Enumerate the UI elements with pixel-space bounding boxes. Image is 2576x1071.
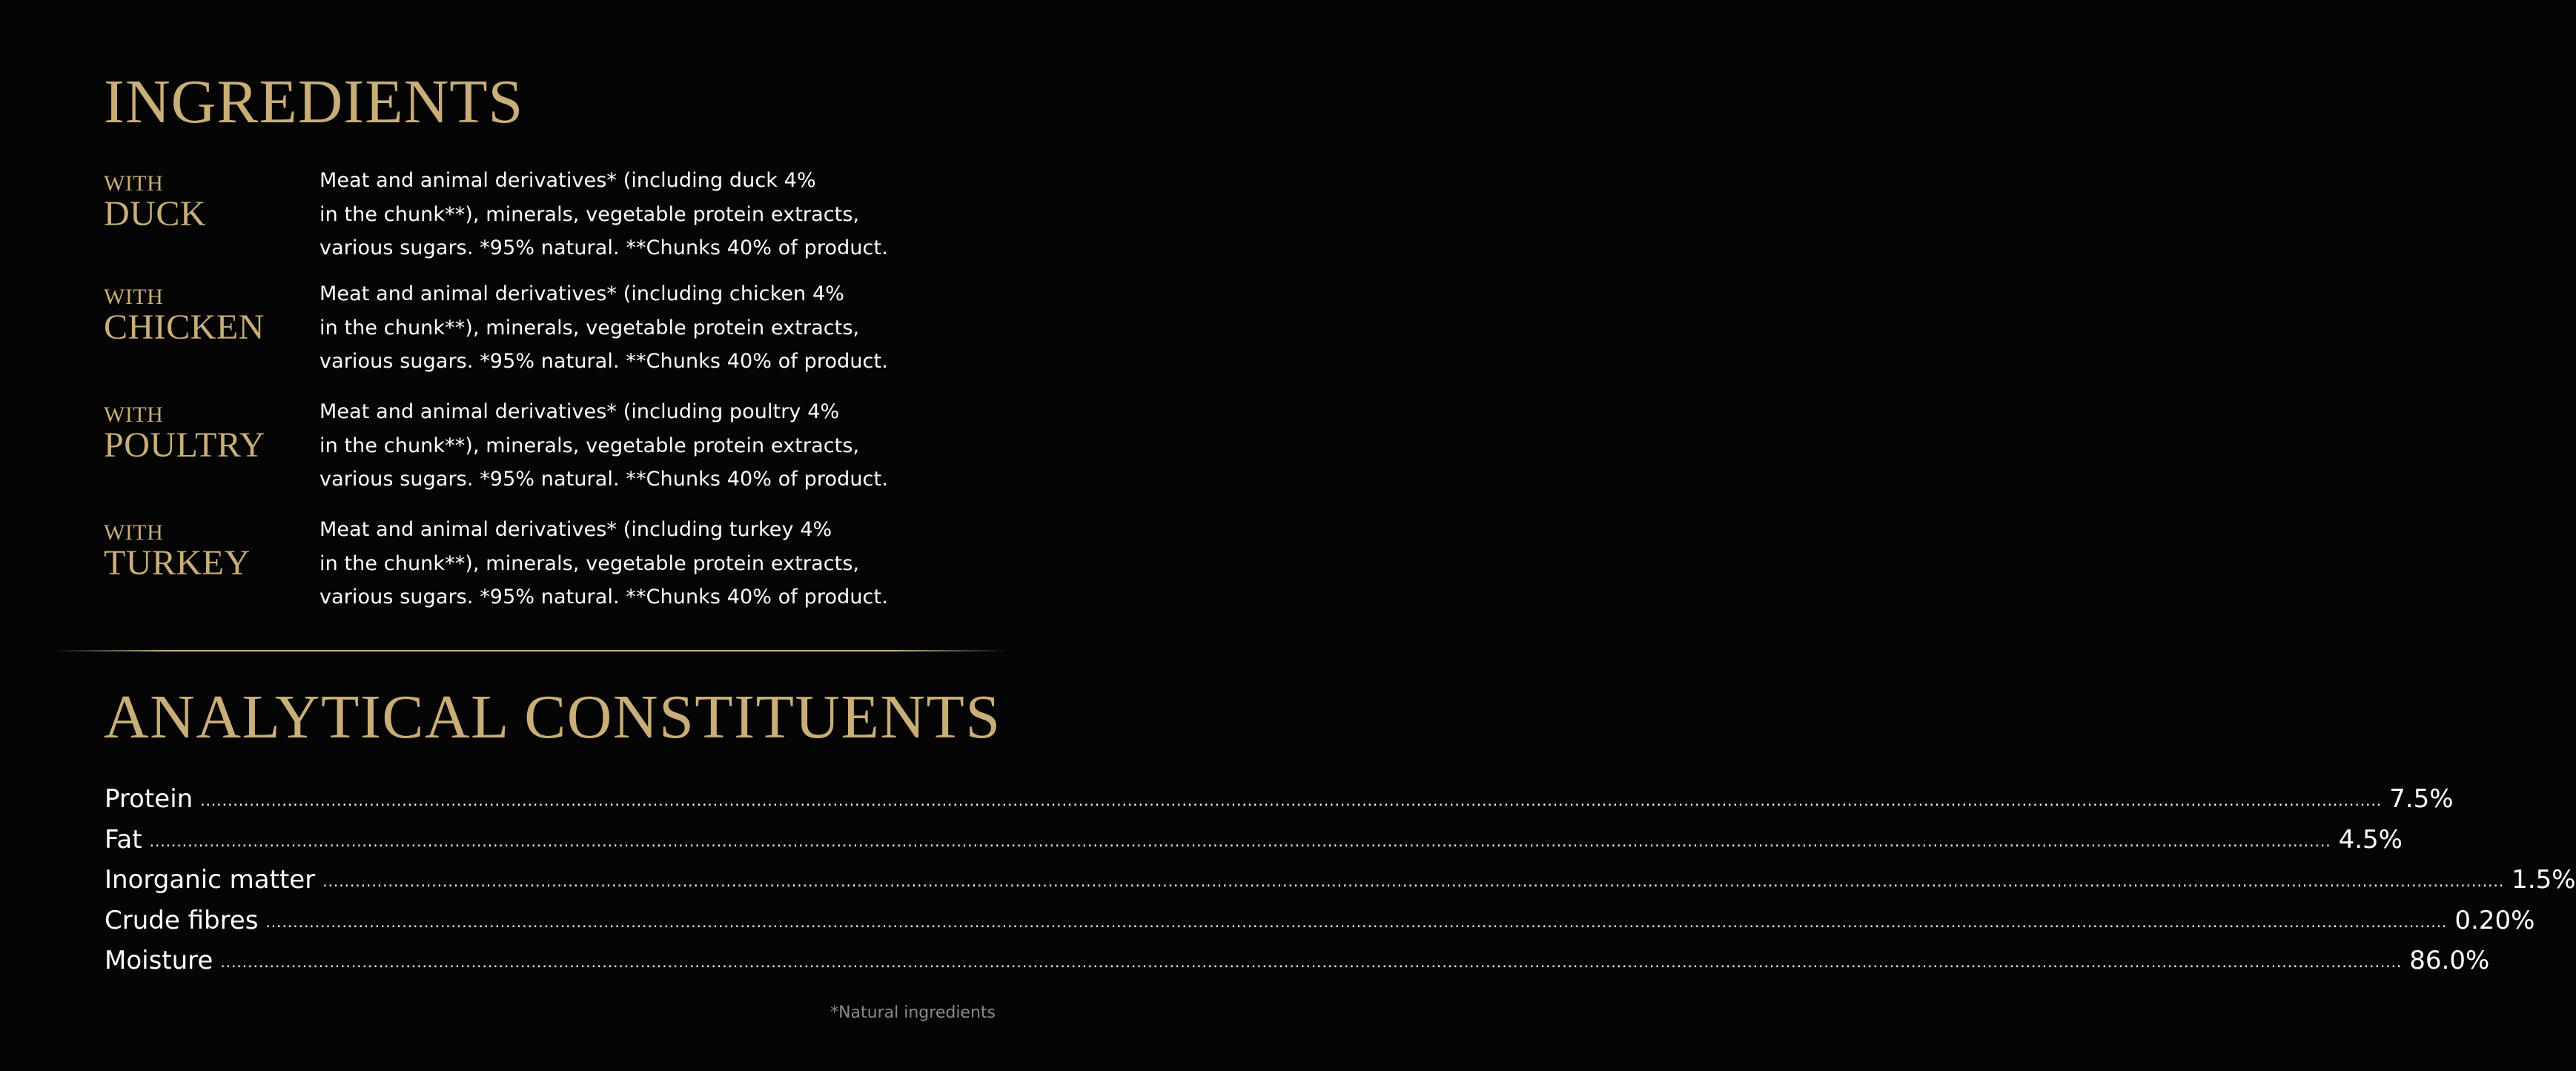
variant-label [104,285,265,345]
variant-description-line: in the chunk**), minerals, vegetable protein extracts, [319,202,860,226]
analytical-constituents-title: ANALYTICAL CONSTITUENTS [104,683,1001,752]
variant-description [319,513,888,614]
variant-name: DUCK [104,194,207,233]
variant-description [319,277,888,379]
dot-leader: ................................................................................................................................................................................................................................................................................................................................................................................................................ [322,872,2505,890]
variant-description-line: Meat and animal derivatives* (including poultry 4% [319,400,840,423]
constituent-value: 4.5% [2338,824,2403,855]
dot-leader: ................................................................................................................................................................................................................................................................................................................................................................................................................ [149,832,2331,850]
constituent-value: 86.0% [2409,946,2490,975]
variant-description-line: various sugars. *95% natural. **Chunks 40% of product. [319,350,888,373]
constituent-value: 1.5% [2512,865,2576,895]
constituent-value: 7.5% [2389,784,2454,814]
section-divider [52,650,1008,651]
variant-with-label: WITH [104,285,164,309]
ingredient-variant-duck [104,171,979,275]
variant-description-line: Meat and animal derivatives* (including turkey 4% [319,518,832,541]
constituent-row-crude-fibres [105,901,2535,941]
variant-description-line: various sugars. *95% natural. **Chunks 40% of product. [319,586,888,609]
constituent-value: 0.20% [2454,905,2535,935]
variant-description [319,395,888,497]
constituent-label: Fat [105,824,142,855]
constituent-label: Crude fibres [105,905,259,935]
variant-with-label: WITH [104,520,164,545]
variant-description [319,164,888,265]
constituents-table [105,779,2576,981]
variant-name: CHICKEN [104,308,265,347]
variant-description-line: various sugars. *95% natural. **Chunks 40% of product. [319,236,888,259]
variant-name: POULTRY [104,425,265,465]
constituent-label: Moisture [105,946,213,975]
constituent-label: Protein [105,784,193,814]
footnote: *Natural ingredients [830,1004,996,1022]
ingredient-variant-poultry [104,402,979,506]
variant-label [104,520,251,581]
dot-leader: ................................................................................................................................................................................................................................................................................................................................................................................................................ [220,953,2403,971]
constituent-row-fat [105,820,2403,861]
variant-description-line: Meat and animal derivatives* (including chicken 4% [319,282,844,305]
ingredients-title: INGREDIENTS [104,67,524,136]
variant-label [104,402,265,463]
variant-description-line: in the chunk**), minerals, vegetable protein extracts, [319,551,860,575]
variant-with-label: WITH [104,402,164,427]
variant-name: TURKEY [104,543,251,583]
constituent-row-protein [105,779,2454,820]
variant-description-line: in the chunk**), minerals, vegetable protein extracts, [319,434,860,457]
variant-description-line: Meat and animal derivatives* (including duck 4% [319,169,816,192]
variant-label [104,171,206,232]
variant-with-label: WITH [104,171,164,196]
constituent-row-moisture [105,941,2490,981]
variant-description-line: various sugars. *95% natural. **Chunks 40% of product. [319,468,888,491]
variant-description-line: in the chunk**), minerals, vegetable protein extracts, [319,316,860,339]
constituent-row-inorganic-matter [105,860,2576,901]
dot-leader: ................................................................................................................................................................................................................................................................................................................................................................................................................ [265,912,2448,931]
ingredient-variant-chicken [104,282,979,388]
constituent-label: Inorganic matter [105,865,316,895]
dot-leader: ................................................................................................................................................................................................................................................................................................................................................................................................................ [200,792,2383,809]
ingredient-variant-turkey [104,520,979,624]
